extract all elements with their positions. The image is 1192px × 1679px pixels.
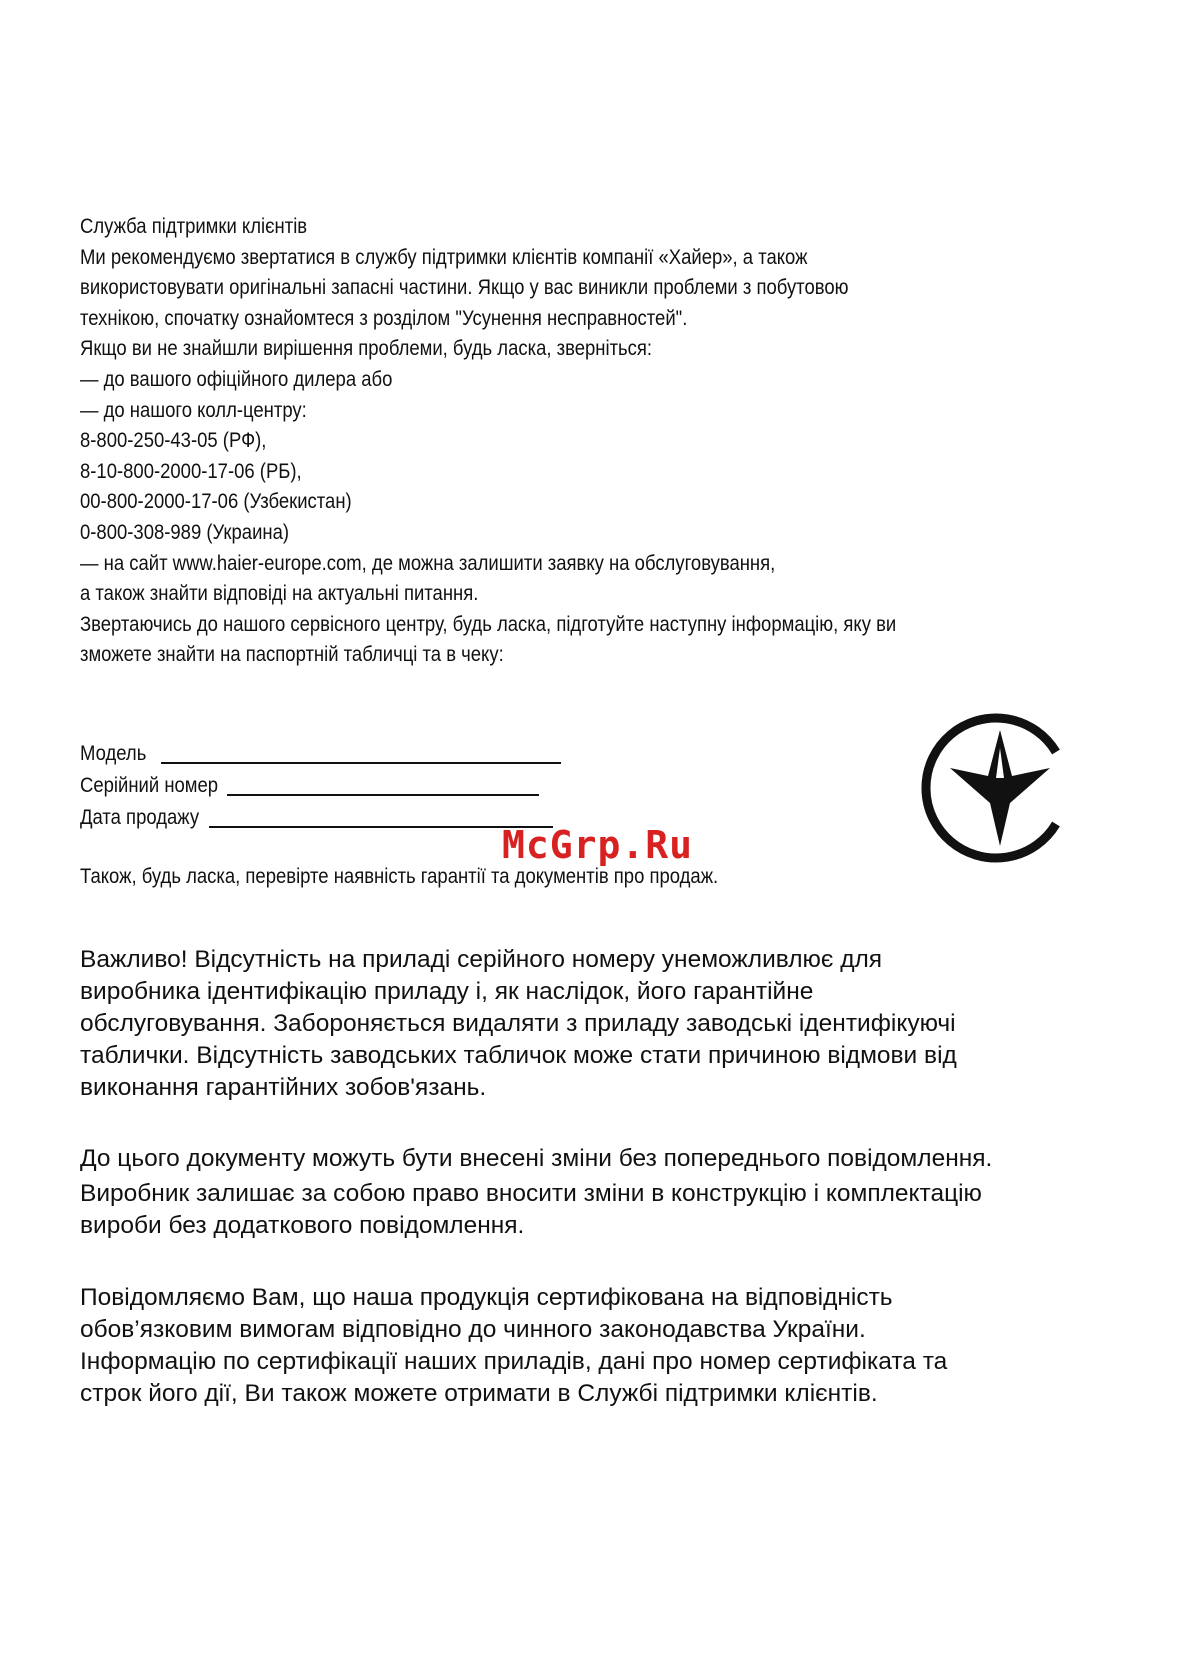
certification-line: Інформацію по сертифікації наших приладів, дані про номер сертифіката та bbox=[80, 1348, 948, 1375]
model-field-line bbox=[161, 762, 561, 764]
important-line: обслуговування. Забороняється видаляти з приладу заводські ідентифікуючі bbox=[80, 1010, 956, 1037]
product-info-form bbox=[80, 738, 700, 834]
support-line: зможете знайти на паспортній табличці та в чеку: bbox=[80, 643, 504, 667]
serial-row bbox=[80, 770, 700, 802]
date-label: Дата продажу bbox=[80, 806, 200, 829]
support-heading: Служба підтримки клієнтів bbox=[80, 215, 308, 238]
model-row bbox=[80, 738, 700, 770]
changes-notice: До цього документу можуть бути внесені зміни без попереднього повідомлення. bbox=[80, 1145, 993, 1172]
certification-line: Повідомляємо Вам, що наша продукція сертифікована на відповідність bbox=[80, 1284, 893, 1311]
support-line: використовувати оригінальні запасні частини. Якщо у вас виникли проблеми з побутовою bbox=[80, 276, 849, 300]
support-line: технікою, спочатку ознайомтеся з розділом "Усунення несправностей". bbox=[80, 306, 688, 330]
model-label: Модель bbox=[80, 742, 147, 765]
certification-paragraph bbox=[80, 1282, 1120, 1410]
support-line: Якщо ви не знайшли вирішення проблеми, будь ласка, зверніться: bbox=[80, 337, 653, 361]
support-section bbox=[80, 212, 960, 671]
support-line: Звертаючись до нашого сервісного центру, будь ласка, підготуйте наступну інформацію, яку ви bbox=[80, 612, 897, 636]
phone-rb: 8-10-800-2000-17-06 (РБ), bbox=[80, 459, 302, 483]
also-check-note: Також, будь ласка, перевірте наявність гарантії та документів про продаж. bbox=[80, 865, 719, 888]
support-line: — до вашого офіційного дилера або bbox=[80, 367, 393, 391]
important-line: таблички. Відсутність заводських табличок може стати причиною відмови від bbox=[80, 1042, 957, 1069]
serial-label: Серійний номер bbox=[80, 774, 219, 797]
important-line: виконання гарантійних зобов'язань. bbox=[80, 1074, 487, 1101]
phone-ua: 0-800-308-989 (Украина) bbox=[80, 520, 290, 544]
ukrsepro-certification-icon bbox=[920, 708, 1080, 868]
support-line: а також знайти відповіді на актуальні питання. bbox=[80, 582, 479, 606]
manufacturer-rights-paragraph bbox=[80, 1178, 1120, 1242]
website-line: — на сайт www.haier-europe.com, де можна залишити заявку на обслуговування, bbox=[80, 551, 776, 575]
watermark-text: McGrp.Ru bbox=[502, 823, 694, 867]
important-paragraph bbox=[80, 944, 1120, 1104]
certification-line: обов’язковим вимогам відповідно до чинного законодавства України. bbox=[80, 1316, 866, 1343]
phone-rf: 8-800-250-43-05 (РФ), bbox=[80, 429, 267, 453]
support-line: Ми рекомендуємо звертатися в службу підтримки клієнтів компанії «Хайер», а також bbox=[80, 245, 808, 269]
serial-field-line bbox=[227, 794, 539, 796]
phone-uz: 00-800-2000-17-06 (Узбекистан) bbox=[80, 490, 352, 514]
support-line: — до нашого колл-центру: bbox=[80, 398, 307, 422]
rights-line: вироби без додаткового повідомлення. bbox=[80, 1212, 525, 1239]
important-line: Важливо! Відсутність на приладі серійного номеру унеможливлює для bbox=[80, 946, 883, 973]
rights-line: Виробник залишає за собою право вносити зміни в конструкцію і комплектацію bbox=[80, 1180, 982, 1207]
certification-line: строк його дії, Ви також можете отримати в Службі підтримки клієнтів. bbox=[80, 1380, 878, 1407]
important-line: виробника ідентифікацію приладу і, як наслідок, його гарантійне bbox=[80, 978, 814, 1005]
